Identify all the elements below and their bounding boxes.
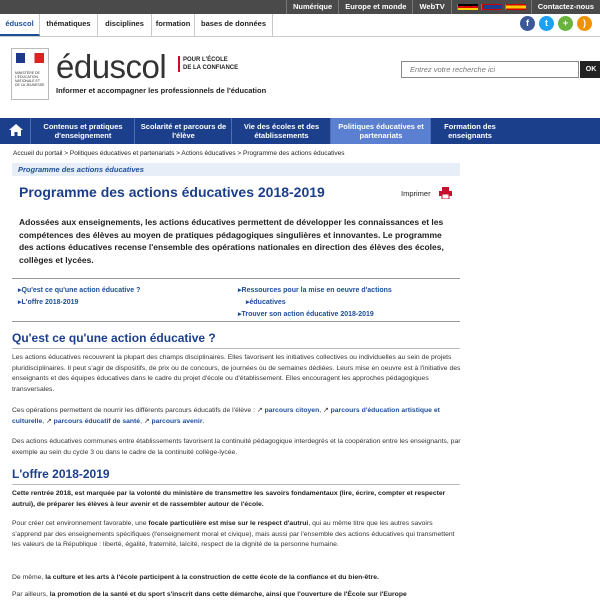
section1-paragraph-3: Des actions éducatives communes entre établissements favorisent la continuité pédagogique interdegrés et la coopération entre les enseignants, par exemple au sein du cycle 3 ou dans le cadre de la continuité collège-lycée. — [12, 438, 461, 456]
language-flags — [451, 0, 531, 14]
external-link-icon: ↗ — [143, 417, 150, 425]
toc-link-action-educative[interactable]: ▸ Qu'est ce qu'une action éducative ? — [18, 285, 140, 297]
external-link-icon: ↗ — [46, 417, 52, 425]
brand-tagline — [178, 56, 238, 72]
nav-scolarite[interactable]: Scolarité et parcours de l'élève — [134, 118, 232, 144]
eduscol-logo[interactable]: éduscol — [56, 48, 167, 85]
section2-paragraph-4 — [12, 590, 462, 601]
section2-p2-b: focale particulière est mise sur le respect d'autrui — [148, 520, 309, 527]
search-ok-button[interactable]: OK — [580, 61, 600, 78]
nav-politiques-educatives[interactable]: Politiques éducatives et partenariats — [330, 118, 431, 144]
toc-link-ressources-cont-text: éducatives — [249, 299, 286, 306]
top-utility-bar — [0, 0, 600, 14]
nav-contenus[interactable]: Contenus et pratiques d'enseignement — [30, 118, 135, 144]
parcours-intro: Ces opérations permettent de nourrir les différents parcours éducatifs de l'élève : — [12, 407, 255, 414]
site-tabs — [0, 14, 600, 37]
print-label: Imprimer — [401, 188, 431, 198]
site-subtitle: Informer et accompagner les professionnels de l'éducation — [56, 86, 267, 95]
nav-formation-enseignants[interactable]: Formation des enseignants — [430, 118, 509, 144]
section-heading-action-educative: Qu'est ce qu'une action éducative ? — [12, 331, 216, 345]
section2-p2-c: , qui au même titre que les autres savoirs s'apprend par des enseignements spécifiques (l'enseignement moral et civique), mais aussi par l'ensemble des actions éducatives qui transmettent les valeurs de la République : liberté, égalité, fraternité, laïcité, respect de la dignité de la personne humaine. — [12, 520, 455, 548]
flag-es-icon[interactable] — [505, 4, 526, 10]
flag-en-icon[interactable] — [481, 4, 502, 10]
ministry-logo[interactable] — [11, 48, 49, 100]
page-summary — [12, 278, 460, 322]
toc-link-ressources-text: Ressources pour la mise en oeuvre d'actions — [241, 287, 392, 294]
section1-paragraph-2: Ces opérations permettent de nourrir les différents parcours éducatifs de l'élève : ↗ parcours citoyen, ↗ parcours d'éducation artistique et culturelle, ↗ parcours éducatif de santé, ↗ parcours avenir. — [12, 407, 440, 425]
section2-paragraph-3 — [12, 573, 462, 584]
section2-paragraph-1: Cette rentrée 2018, est marquée par la volonté du ministère de transmettre les savoirs fondamentaux (lire, écrire, compter et respecter autrui), de préparer les élèves à leur avenir et de rassembler autour de l'école. — [12, 490, 446, 508]
page-title: Programme des actions éducatives 2018-2019 — [19, 184, 325, 200]
topbar-link-europe[interactable]: Europe et monde — [338, 0, 412, 14]
print-button[interactable] — [401, 187, 452, 199]
section-heading-offre: L'offre 2018-2019 — [12, 467, 110, 481]
heading-underline — [12, 348, 460, 349]
ministry-logo-text: MINISTÈRE DE L'ÉDUCATION NATIONALE ET DE LA JEUNESSE — [15, 71, 45, 87]
breadcrumb[interactable]: Accueil du portail > Politiques éducatives et partenariats > Actions éducatives > Programme des actions éducatives — [13, 150, 345, 157]
section2-p4-a: Par ailleurs, — [12, 591, 50, 598]
external-link-icon: ↗ — [256, 407, 263, 414]
marianne-flag-icon — [16, 53, 44, 63]
tab-formation[interactable]: formation — [152, 14, 195, 36]
intro-paragraph: Adossées aux enseignements, les actions éducatives permettent de développer les connaissances et les compétences des élèves au moyen de pratiques pédagogiques singulières et innovantes. Le programme des actions éducatives recense l'ensemble des opérations nationales en direction des élèves des écoles, collèges et lycées. — [19, 217, 444, 265]
home-icon[interactable] — [8, 122, 24, 138]
link-parcours-eac[interactable]: parcours d'éducation artistique et culturelle — [12, 407, 440, 425]
search-input[interactable]: Entrez votre recherche ici — [401, 61, 579, 78]
printer-icon — [439, 187, 452, 199]
external-link-icon: ↗ — [323, 407, 329, 414]
plus-icon[interactable]: + — [558, 16, 573, 31]
flag-de-icon[interactable] — [457, 4, 478, 10]
rss-icon[interactable]: ) — [577, 16, 592, 31]
section2-p3-b: la culture et les arts à l'école participent à la construction de cette école de la confiance et du bien-être. — [45, 574, 379, 581]
brand-tagline-line2: DE LA CONFIANCE — [183, 65, 239, 71]
nav-vie-ecoles[interactable]: Vie des écoles et des établissements — [231, 118, 331, 144]
tab-thematiques[interactable]: thématiques — [40, 14, 98, 36]
tab-bases-de-donnees[interactable]: bases de données — [195, 14, 273, 36]
topbar-link-webtv[interactable]: WebTV — [412, 0, 450, 14]
section1-paragraph-1: Les actions éducatives recouvrent la plupart des champs disciplinaires. Elles favorisent les initiatives collectives ou individuelles au sein de projets pluridisciplinaires. Il peut s'agir de dispositifs, de prix ou de concours, de journées ou de semaines dédiées. Leurs mise en oeuvre est à l'initiative des enseignants et des équipes éducatives dans le cadre du projet d'école ou d'établissement. Elles encouragent les approches pédagogiques transversales. — [12, 354, 461, 393]
link-parcours-citoyen[interactable]: parcours citoyen — [264, 407, 320, 414]
twitter-icon[interactable]: t — [539, 16, 554, 31]
link-parcours-sante[interactable]: parcours éducatif de santé — [53, 417, 141, 425]
section2-p3-a: De même, — [12, 574, 46, 581]
toc-link-ressources[interactable] — [238, 285, 392, 297]
tab-eduscol[interactable]: éduscol — [0, 14, 40, 36]
section2-paragraph-2 — [12, 519, 462, 551]
facebook-icon[interactable]: f — [520, 16, 535, 31]
tab-disciplines[interactable]: disciplines — [98, 14, 152, 36]
toc-link-trouver[interactable]: ▸ Trouver son action éducative 2018-2019 — [238, 309, 392, 321]
link-parcours-avenir[interactable]: parcours avenir — [151, 417, 203, 425]
main-navigation — [0, 118, 600, 144]
section2-p2-a: Pour créer cet environnement favorable, une — [12, 520, 149, 527]
toc-link-ressources-cont[interactable] — [238, 297, 392, 309]
heading-underline — [12, 484, 460, 485]
toc-link-offre[interactable]: ▸ L'offre 2018-2019 — [18, 297, 140, 309]
section-rubric: Programme des actions éducatives — [12, 163, 460, 176]
social-links — [520, 16, 592, 31]
topbar-link-numerique[interactable]: Numérique — [286, 0, 338, 14]
section2-p4-b: la promotion de la santé et du sport s'inscrit dans cette démarche, ainsi que l'ouverture de l'École sur l'Europe — [49, 591, 407, 598]
topbar-link-contact[interactable]: Contactez-nous — [531, 0, 600, 14]
brand-tagline-line1: POUR L'ÉCOLE — [183, 57, 228, 63]
